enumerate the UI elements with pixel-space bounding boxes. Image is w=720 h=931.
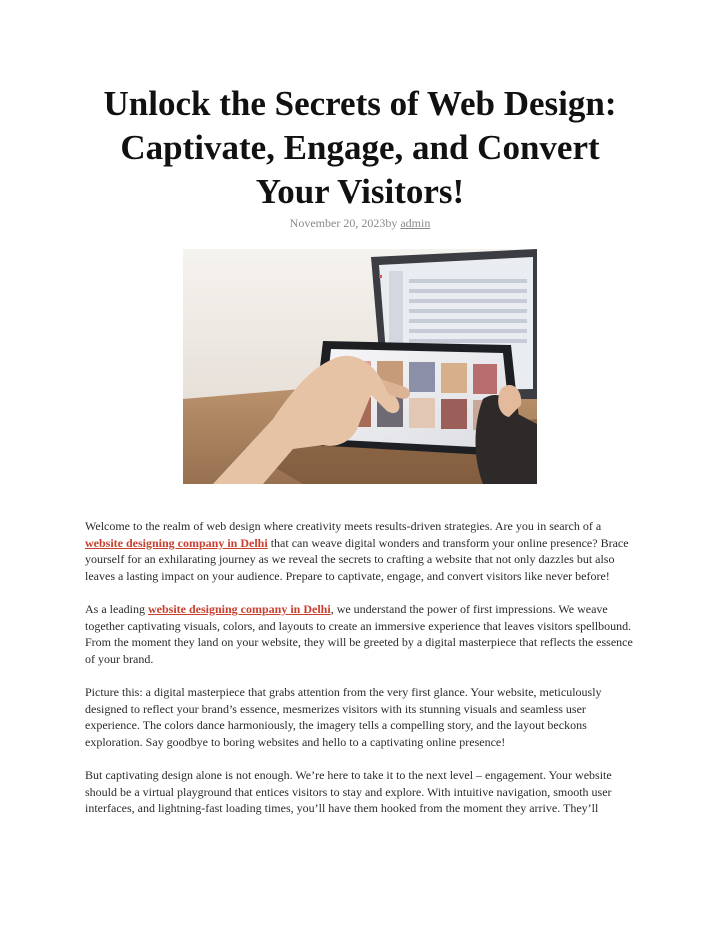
page-title: Unlock the Secrets of Web Design: Captivate, Engage, and Convert Your Visitors! bbox=[103, 84, 617, 211]
tablet-photo-illustration bbox=[183, 249, 537, 484]
paragraph-1-text-b: that can weave digital wonders and transform your online presence? Brace yourself for an exhilarating journey as we reveal the secrets to crafting a website that not only dazzles but also leaves a lasting impact on your audience. Prepare to captivate, engage, and convert visitors like never before! bbox=[85, 535, 629, 583]
paragraph-2-text-a: As a leading bbox=[85, 602, 148, 616]
author-link[interactable]: admin bbox=[400, 216, 431, 230]
hero-image bbox=[183, 249, 537, 484]
paragraph-4: But captivating design alone is not enough. We’re here to take it to the next level – engagement. Your website should be a virtual playground that entices visitors to stay and explore. With intuitive navigation, smooth user interfaces, and lightning-fast loading times, you’ll have them hooked from the moment they arrive. They’ll bbox=[85, 768, 612, 815]
paragraph-2-text-b: , we understand the power of first impressions. We weave together captivating visuals, colors, and layouts to create an immersive experience that leaves visitors spellbound. From the moment they land on your website, they will be greeted by a digital masterpiece that reflects the essence of your brand. bbox=[85, 602, 633, 666]
service-link[interactable]: website designing company in Delhi bbox=[147, 602, 331, 616]
post-meta bbox=[160, 216, 560, 231]
paragraph-1-text-a: Welcome to the realm of web design where creativity meets results-driven strategies. Are you in search of a bbox=[85, 519, 602, 533]
article-body bbox=[85, 518, 635, 834]
paragraph-3: Picture this: a digital masterpiece that grabs attention from the very first glance. Your website, meticulously designed to reflect your brand’s essence, mesmerizes visitors with its stunning visuals and seamless user experience. The colors dance harmoniously, the imagery tells a compelling story, and the layout beckons exploration. Say goodbye to boring websites and hello to a captivating online presence! bbox=[85, 685, 602, 749]
post-date: November 20, 2023 bbox=[289, 216, 386, 230]
paragraph-1 bbox=[85, 518, 635, 584]
by-label: by bbox=[385, 216, 401, 230]
service-link[interactable]: website designing company in Delhi bbox=[85, 535, 268, 550]
paragraph-2 bbox=[85, 601, 635, 667]
